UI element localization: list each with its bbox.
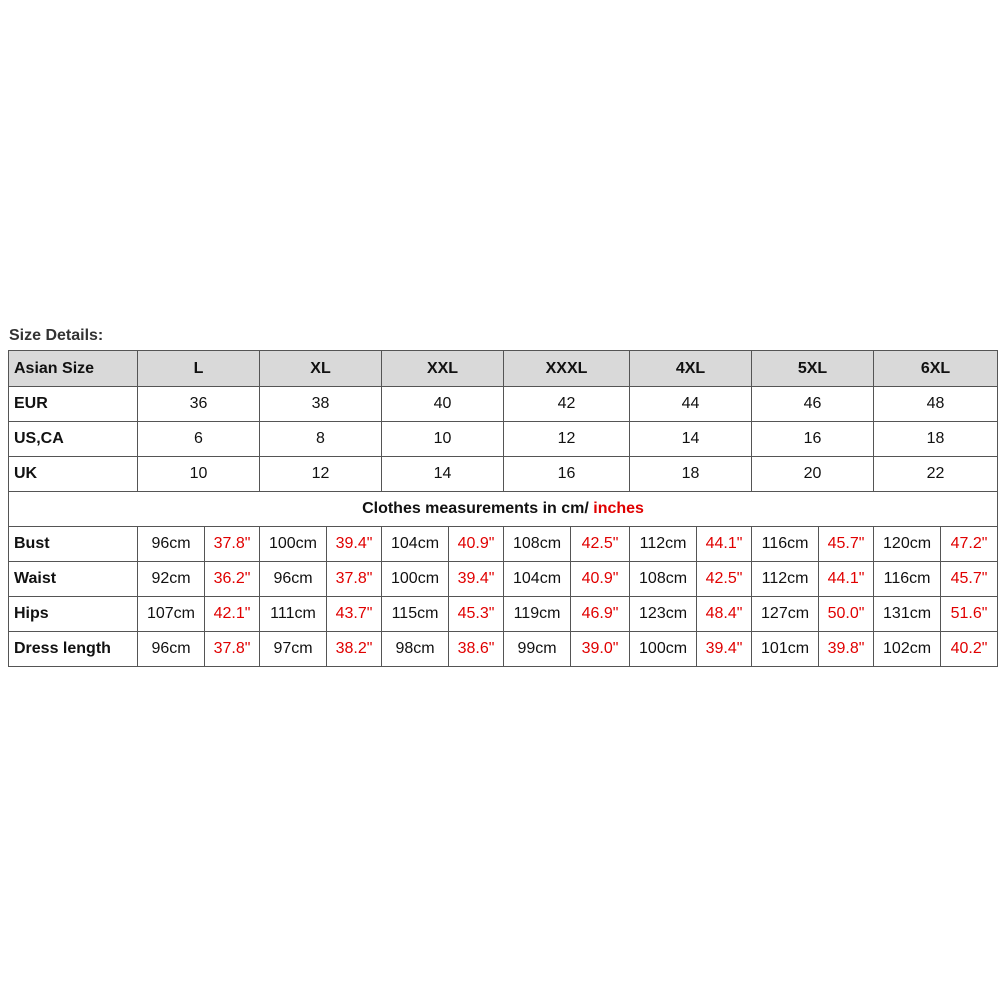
inch-cell: 42.5" bbox=[697, 562, 752, 597]
cm-cell: 92cm bbox=[138, 562, 205, 597]
value-cell: 12 bbox=[504, 422, 630, 457]
inch-cell: 44.1" bbox=[819, 562, 874, 597]
cm-cell: 96cm bbox=[138, 527, 205, 562]
inch-cell: 42.5" bbox=[571, 527, 630, 562]
cm-cell: 112cm bbox=[630, 527, 697, 562]
cm-cell: 98cm bbox=[382, 632, 449, 667]
cm-cell: 119cm bbox=[504, 597, 571, 632]
size-chart-table bbox=[8, 350, 998, 667]
inch-cell: 47.2" bbox=[941, 527, 998, 562]
cm-cell: 100cm bbox=[382, 562, 449, 597]
value-cell: 14 bbox=[382, 457, 504, 492]
inch-cell: 45.7" bbox=[941, 562, 998, 597]
cm-cell: 96cm bbox=[138, 632, 205, 667]
inch-cell: 39.4" bbox=[449, 562, 504, 597]
measurements-heading bbox=[9, 492, 998, 527]
inch-cell: 51.6" bbox=[941, 597, 998, 632]
cm-cell: 99cm bbox=[504, 632, 571, 667]
size-cell: XXXL bbox=[504, 351, 630, 387]
cm-cell: 102cm bbox=[874, 632, 941, 667]
value-cell: 16 bbox=[504, 457, 630, 492]
cm-cell: 127cm bbox=[752, 597, 819, 632]
conversion-row-uk bbox=[9, 457, 998, 492]
row-label: Dress length bbox=[9, 632, 138, 667]
cm-cell: 104cm bbox=[504, 562, 571, 597]
cm-cell: 107cm bbox=[138, 597, 205, 632]
cm-cell: 116cm bbox=[874, 562, 941, 597]
row-label: Hips bbox=[9, 597, 138, 632]
cm-cell: 120cm bbox=[874, 527, 941, 562]
inch-cell: 40.9" bbox=[449, 527, 504, 562]
value-cell: 22 bbox=[874, 457, 998, 492]
value-cell: 38 bbox=[260, 387, 382, 422]
value-cell: 48 bbox=[874, 387, 998, 422]
inch-cell: 50.0" bbox=[819, 597, 874, 632]
inch-cell: 36.2" bbox=[205, 562, 260, 597]
inch-cell: 39.8" bbox=[819, 632, 874, 667]
inch-cell: 44.1" bbox=[697, 527, 752, 562]
value-cell: 12 bbox=[260, 457, 382, 492]
row-label: Waist bbox=[9, 562, 138, 597]
value-cell: 46 bbox=[752, 387, 874, 422]
measurements-heading-suffix: inches bbox=[593, 500, 644, 517]
inch-cell: 46.9" bbox=[571, 597, 630, 632]
size-header-row bbox=[9, 351, 998, 387]
inch-cell: 39.4" bbox=[327, 527, 382, 562]
inch-cell: 38.2" bbox=[327, 632, 382, 667]
value-cell: 18 bbox=[630, 457, 752, 492]
cm-cell: 100cm bbox=[260, 527, 327, 562]
inch-cell: 39.4" bbox=[697, 632, 752, 667]
size-cell: 5XL bbox=[752, 351, 874, 387]
size-cell: XL bbox=[260, 351, 382, 387]
cm-cell: 104cm bbox=[382, 527, 449, 562]
inch-cell: 38.6" bbox=[449, 632, 504, 667]
value-cell: 6 bbox=[138, 422, 260, 457]
inch-cell: 42.1" bbox=[205, 597, 260, 632]
inch-cell: 45.7" bbox=[819, 527, 874, 562]
cm-cell: 116cm bbox=[752, 527, 819, 562]
inch-cell: 48.4" bbox=[697, 597, 752, 632]
cm-cell: 100cm bbox=[630, 632, 697, 667]
inch-cell: 37.8" bbox=[205, 527, 260, 562]
size-cell: XXL bbox=[382, 351, 504, 387]
value-cell: 10 bbox=[382, 422, 504, 457]
measurements-heading-prefix: Clothes measurements in cm/ bbox=[362, 500, 589, 517]
cm-cell: 108cm bbox=[504, 527, 571, 562]
value-cell: 18 bbox=[874, 422, 998, 457]
cm-cell: 115cm bbox=[382, 597, 449, 632]
measurement-row-hips bbox=[9, 597, 998, 632]
conversion-row-us-ca bbox=[9, 422, 998, 457]
inch-cell: 37.8" bbox=[205, 632, 260, 667]
value-cell: 40 bbox=[382, 387, 504, 422]
size-cell: L bbox=[138, 351, 260, 387]
size-cell: 6XL bbox=[874, 351, 998, 387]
cm-cell: 96cm bbox=[260, 562, 327, 597]
cm-cell: 111cm bbox=[260, 597, 327, 632]
row-label: Asian Size bbox=[9, 351, 138, 387]
value-cell: 44 bbox=[630, 387, 752, 422]
cm-cell: 123cm bbox=[630, 597, 697, 632]
inch-cell: 40.2" bbox=[941, 632, 998, 667]
measurements-heading-row bbox=[9, 492, 998, 527]
value-cell: 20 bbox=[752, 457, 874, 492]
cm-cell: 108cm bbox=[630, 562, 697, 597]
cm-cell: 97cm bbox=[260, 632, 327, 667]
value-cell: 36 bbox=[138, 387, 260, 422]
row-label: Bust bbox=[9, 527, 138, 562]
inch-cell: 43.7" bbox=[327, 597, 382, 632]
cm-cell: 101cm bbox=[752, 632, 819, 667]
row-label: UK bbox=[9, 457, 138, 492]
value-cell: 42 bbox=[504, 387, 630, 422]
conversion-row-eur bbox=[9, 387, 998, 422]
size-cell: 4XL bbox=[630, 351, 752, 387]
value-cell: 16 bbox=[752, 422, 874, 457]
measurement-row-dress-length bbox=[9, 632, 998, 667]
value-cell: 14 bbox=[630, 422, 752, 457]
value-cell: 8 bbox=[260, 422, 382, 457]
inch-cell: 37.8" bbox=[327, 562, 382, 597]
inch-cell: 39.0" bbox=[571, 632, 630, 667]
inch-cell: 40.9" bbox=[571, 562, 630, 597]
measurement-row-bust bbox=[9, 527, 998, 562]
row-label: EUR bbox=[9, 387, 138, 422]
row-label: US,CA bbox=[9, 422, 138, 457]
cm-cell: 131cm bbox=[874, 597, 941, 632]
cm-cell: 112cm bbox=[752, 562, 819, 597]
inch-cell: 45.3" bbox=[449, 597, 504, 632]
value-cell: 10 bbox=[138, 457, 260, 492]
measurement-row-waist bbox=[9, 562, 998, 597]
page-title: Size Details: bbox=[9, 327, 104, 344]
